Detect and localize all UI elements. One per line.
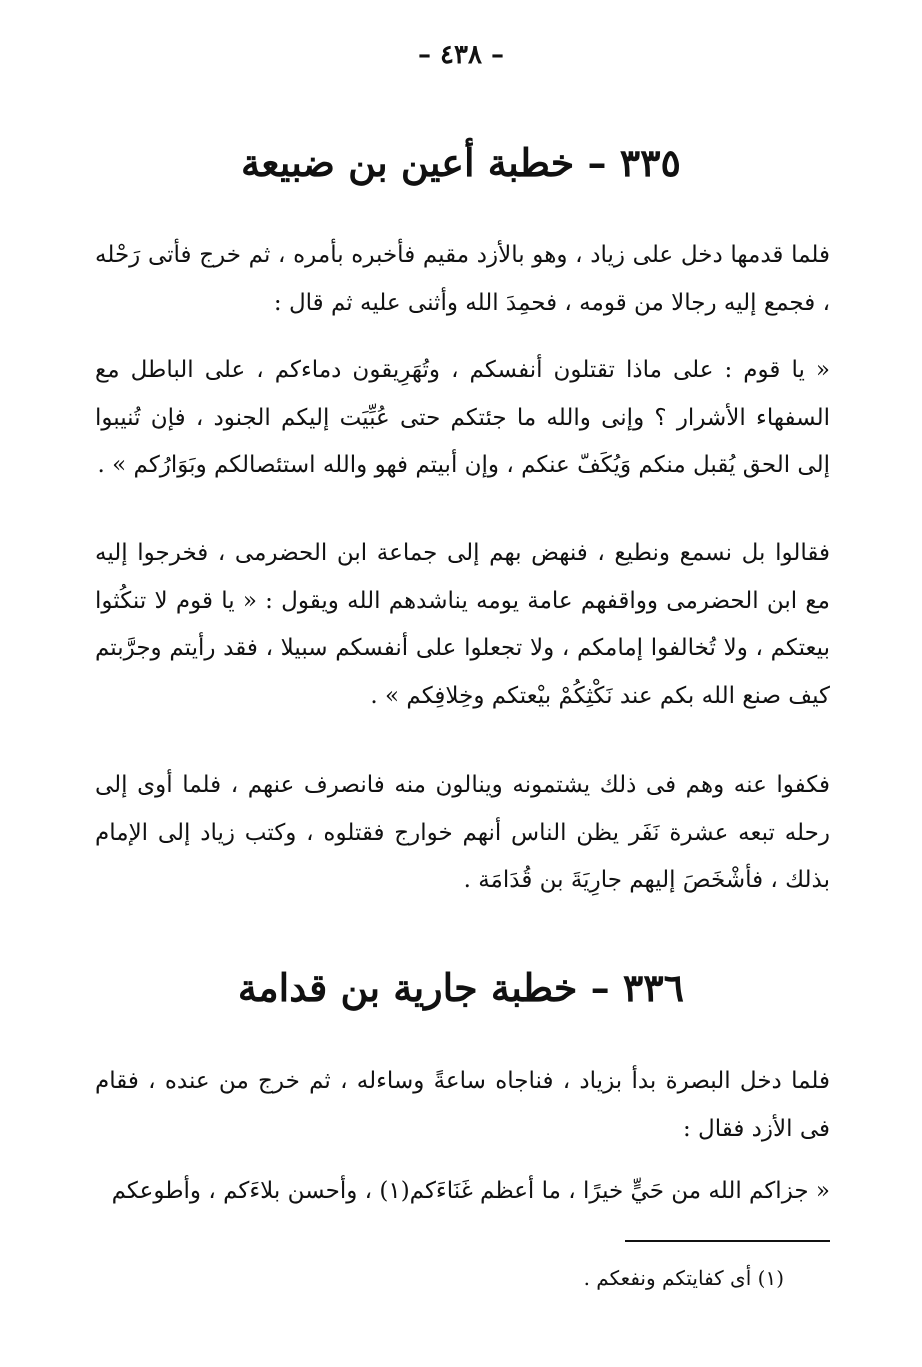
paragraph: فقالوا بل نسمع ونطيع ، فنهض بهم إلى جماعة ابن الحضرمى ، فخرجوا إليه مع ابن الحضرمى وواقفهم عامة يومه يناشدهم الله ويقول : « يا قوم لا تنكُثوا بيعتكم ، ولا تُخالفوا إمامكم ، ولا تجعلوا على أنفسكم سبيلا ، فقد رأيتم وجرَّبتم كيف صنع الله بكم عند نَكْثِكُمْ بيْعتكم وخِلافِكم » . bbox=[95, 540, 830, 709]
speech-paragraph: « جزاكم الله من حَيٍّ خيرًا ، ما أعظم غَنَاءَكم(١) ، وأحسن بلاءَكم ، وأطوعكم bbox=[111, 1178, 830, 1204]
section-heading-335: ٣٣٥ – خطبة أعين بن ضبيعة bbox=[241, 140, 681, 185]
paragraph: فكفوا عنه وهم فى ذلك يشتمونه وينالون منه فانصرف عنهم ، فلما أوى إلى رحله تبعه عشرة نَفَر يظن الناس أنهم خوارج فقتلوه ، وكتب زياد إلى الإمام بذلك ، فأشْخَصَ إليهم جارِيَةَ بن قُدَامَة . bbox=[95, 772, 830, 893]
footnote-divider bbox=[625, 1240, 830, 1242]
paragraph: فلما قدمها دخل على زياد ، وهو بالأزد مقيم فأخبره بأمره ، ثم خرج فأتى رَحْله ، فجمع إليه رجالا من قومه ، فحمِدَ الله وأثنى عليه ثم قال : bbox=[95, 242, 830, 316]
speech-paragraph: « يا قوم : على ماذا تقتلون أنفسكم ، وتُهَرِيقون دماءكم ، على الباطل مع السفهاء الأشرار ؟ وإنى والله ما جئتكم حتى عُبِّيَت إليكم الجنود ، فإن تُنيبوا إلى الحق يُقبل منكم وَيُكَفّ عنكم ، وإن أبيتم فهو والله استئصالكم وبَوَارُكم » . bbox=[95, 357, 830, 478]
paragraph: فلما دخل البصرة بدأ بزياد ، فناجاه ساعةً وساءله ، ثم خرج من عنده ، فقام فى الأزد فقال : bbox=[95, 1068, 830, 1142]
footnote: (١) أى كفايتكم ونفعكم . bbox=[583, 1266, 784, 1290]
section-heading-336: ٣٣٦ – خطبة جارية بن قدامة bbox=[237, 965, 685, 1010]
page-number: – ٤٣٨ – bbox=[417, 40, 505, 70]
